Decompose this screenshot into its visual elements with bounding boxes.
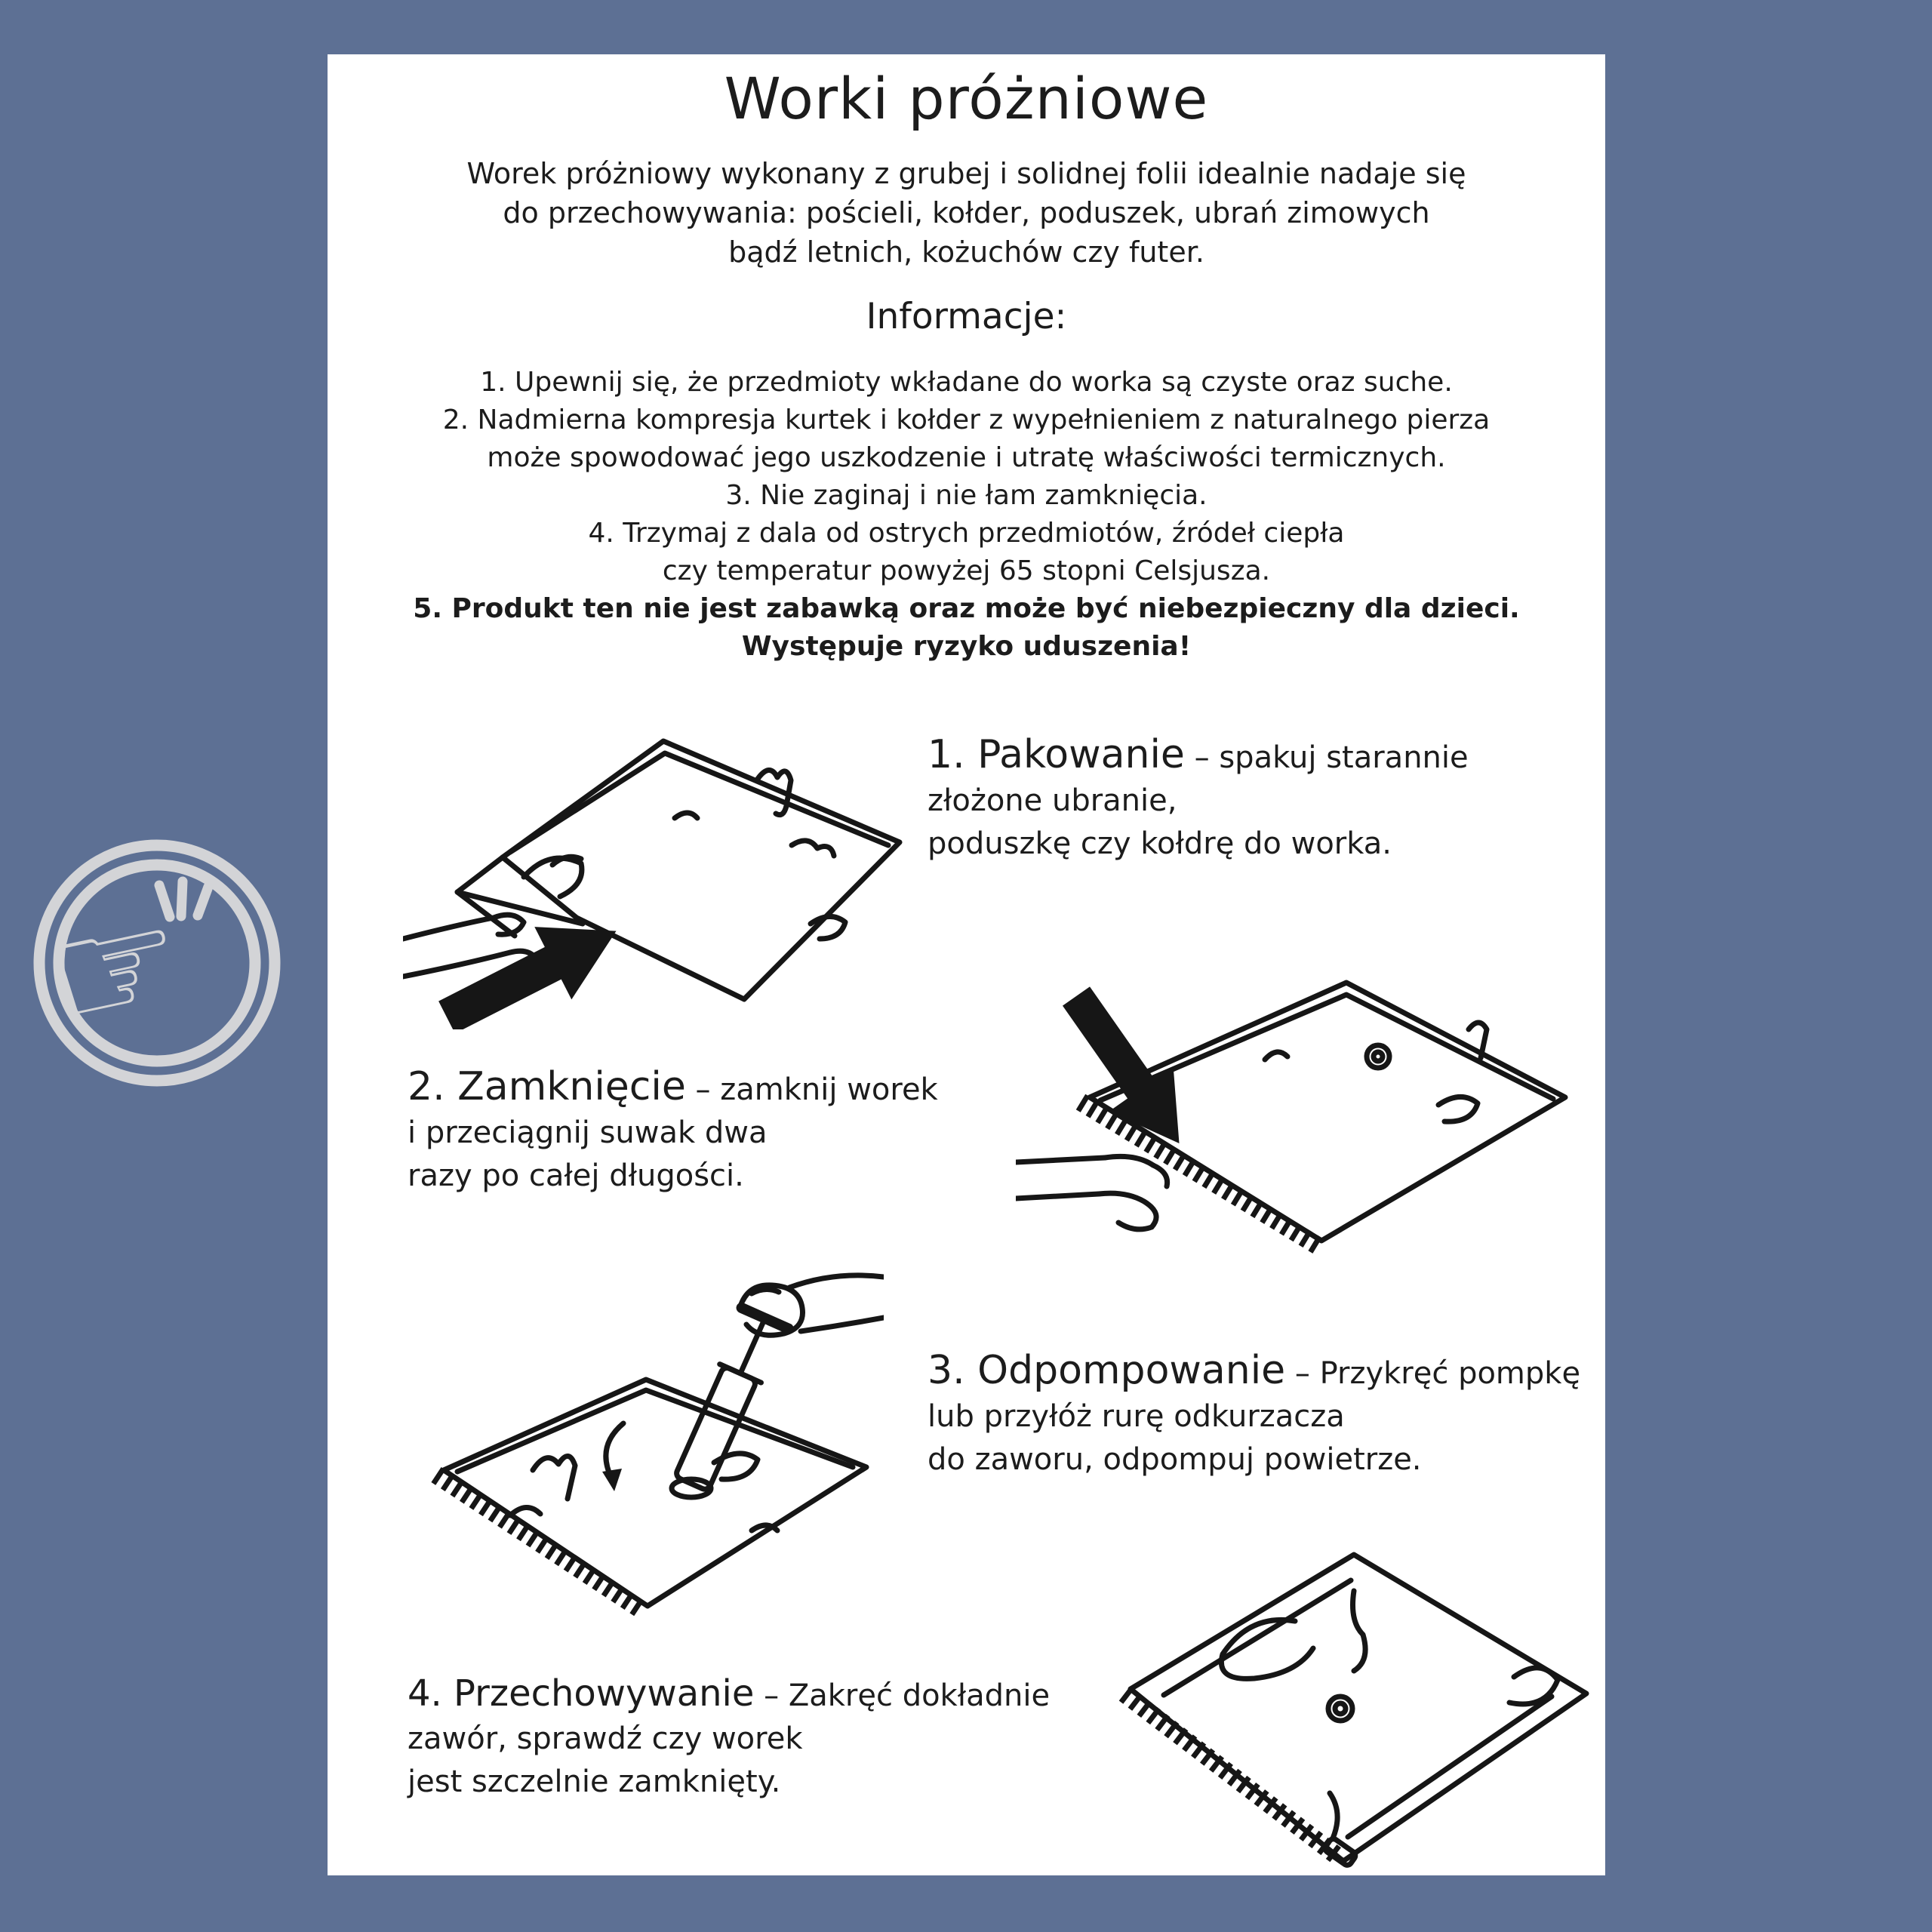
pointing-hand-icon: ☞: [31, 868, 201, 1069]
info-list-item: 3. Nie zaginaj i nie łam zamknięcia.: [725, 480, 1208, 511]
page-title: Worki próżniowe: [724, 65, 1209, 132]
step-1-lead: – spakuj starannie: [1194, 740, 1469, 775]
step-2-line: i przeciągnij suwak dwa: [408, 1115, 768, 1150]
instruction-sheet: [328, 54, 1605, 1875]
intro-line: bądź letnich, kożuchów czy futer.: [728, 235, 1204, 269]
info-list-item: może spowodować jego uszkodzenie i utratę właściwości termicznych.: [487, 442, 1446, 473]
info-list-item: 4. Trzymaj z dala od ostrych przedmiotów, źródeł ciepła: [588, 518, 1345, 549]
step-3-line: lub przyłóż rurę odkurzacza: [928, 1399, 1345, 1434]
step-2-illustration: [1016, 968, 1586, 1254]
step-1-line: złożone ubranie,: [928, 783, 1177, 818]
step-4-text: [408, 1672, 1050, 1804]
step-3-heading: 3. Odpompowanie: [928, 1348, 1286, 1393]
step-3-line: do zaworu, odpompuj powietrze.: [928, 1442, 1422, 1477]
info-list-item: 1. Upewnij się, że przedmioty wkładane do worka są czyste oraz suche.: [480, 367, 1453, 398]
step-4-heading: 4. Przechowywanie: [408, 1672, 755, 1715]
step-3-text: [928, 1349, 1580, 1481]
step-4-line: jest szczelnie zamknięty.: [408, 1764, 781, 1799]
step-4-lead: – Zakręć dokładnie: [764, 1678, 1051, 1713]
info-heading: Informacje:: [866, 296, 1067, 337]
step-2-heading: 2. Zamknięcie: [408, 1064, 686, 1109]
step-2-line: razy po całej długości.: [408, 1158, 744, 1193]
step-1-illustration: [403, 697, 924, 1029]
step-1-heading: 1. Pakowanie: [928, 732, 1185, 777]
info-list-item: 2. Nadmierna kompresja kurtek i kołder z wypełnieniem z naturalnego pierza: [442, 405, 1491, 435]
info-list: [340, 364, 1593, 666]
info-list-item: czy temperatur powyżej 65 stopni Celsjusza.: [662, 555, 1271, 586]
step-2-text: [408, 1066, 938, 1198]
step-2-lead: – zamknij worek: [695, 1072, 938, 1107]
step-4-illustration: [1091, 1544, 1604, 1872]
step-1-text: [928, 734, 1469, 866]
click-hand-badge: [29, 830, 285, 1090]
info-list-item-warning: 5. Produkt ten nie jest zabawką oraz może być niebezpieczny dla dzieci.: [413, 593, 1520, 624]
step-3-lead: – Przykręć pompkę: [1294, 1356, 1581, 1391]
intro-paragraph: [350, 154, 1583, 272]
step-1-line: poduszkę czy kołdrę do worka.: [928, 826, 1392, 861]
twist-arrowhead-icon: [602, 1469, 622, 1491]
info-list-item-warning: Występuje ryzyko uduszenia!: [741, 631, 1192, 662]
step-4-line: zawór, sprawdź czy worek: [408, 1721, 803, 1756]
intro-line: do przechowywania: pościeli, kołder, poduszek, ubrań zimowych: [503, 196, 1430, 229]
intro-line: Worek próżniowy wykonany z grubej i solidnej folii idealnie nadaje się: [466, 157, 1466, 190]
step-3-illustration: [397, 1235, 884, 1616]
